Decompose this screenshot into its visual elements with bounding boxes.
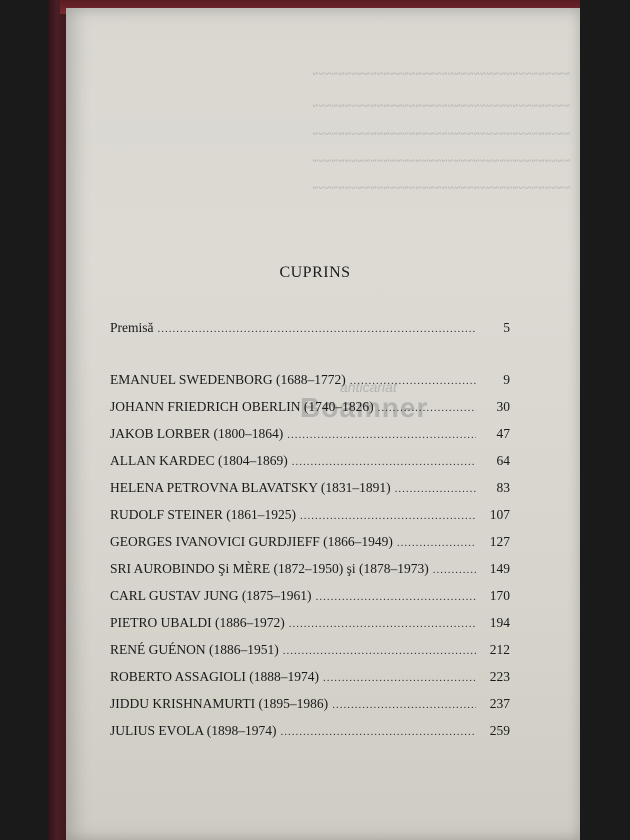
toc-entry	[110, 453, 510, 469]
toc-entry-page: 83	[496, 480, 510, 495]
toc-entry-title: PIETRO UBALDI (1886–1972)	[110, 615, 285, 630]
toc-entry	[110, 669, 510, 685]
toc-entry-page: 47	[496, 426, 510, 441]
toc-entry-title: JAKOB LORBER (1800–1864)	[110, 426, 284, 441]
toc-leader-dots	[287, 429, 476, 441]
toc-leader-dots	[281, 726, 477, 738]
toc-entry-page: 170	[489, 588, 510, 603]
toc-entry-page: 212	[489, 642, 510, 657]
toc-entry-title: HELENA PETROVNA BLAVATSKY (1831–1891)	[110, 480, 391, 495]
toc-entry	[110, 372, 510, 388]
watermark-top-text: anticariat	[340, 379, 397, 395]
toc-entry-title: JOHANN FRIEDRICH OBERLIN (1740–1826)	[110, 399, 374, 414]
toc-entry	[110, 480, 510, 496]
toc-entry	[110, 534, 510, 550]
toc-entry-title: RENÉ GUÉNON (1886–1951)	[110, 642, 279, 657]
bleed-through-text: ~~~~~~~~~~~~~~~~~~~~~~~~~~~~~~~~~~~~~~~~	[311, 100, 570, 112]
toc-entry-title: EMANUEL SWEDENBORG (1688–1772)	[110, 372, 346, 387]
toc-entry	[110, 320, 510, 336]
toc-entry	[110, 696, 510, 712]
toc-leader-dots	[292, 456, 476, 468]
bleed-through-text: ~~~~~~~~~~~~~~~~~~~~~~~~~~~~~~~~~~~~~~~~	[311, 68, 570, 80]
watermark-main-text: Boamner	[300, 392, 429, 423]
toc-leader-dots	[378, 402, 476, 414]
page-title: CUPRINS	[279, 264, 351, 281]
bleed-through-text: ~~~~~~~~~~~~~~~~~~~~~~~~~~~~~~~~~~~~~~~~	[311, 128, 570, 140]
toc-entry	[110, 507, 510, 523]
toc-leader-dots	[332, 699, 476, 711]
toc-entry	[110, 426, 510, 442]
toc-entry	[110, 615, 510, 631]
toc-leader-dots	[289, 618, 476, 630]
toc-leader-dots	[395, 483, 476, 495]
toc-entry-page: 64	[496, 453, 510, 468]
toc-entry-title: CARL GUSTAV JUNG (1875–1961)	[110, 588, 312, 603]
bleed-through-text: ~~~~~~~~~~~~~~~~~~~~~~~~~~~~~~~~~~~~~~~~	[311, 155, 570, 167]
toc-leader-dots	[316, 591, 476, 603]
toc-entry	[110, 723, 510, 739]
toc-leader-dots	[283, 645, 476, 657]
toc-entry-title: JULIUS EVOLA (1898–1974)	[110, 723, 277, 738]
toc-entry	[110, 399, 510, 415]
toc-entry-page: 5	[503, 320, 510, 335]
toc-entry-page: 127	[489, 534, 510, 549]
toc-leader-dots	[397, 537, 476, 549]
toc-entry-title: RUDOLF STEINER (1861–1925)	[110, 507, 296, 522]
toc-entry-title: ROBERTO ASSAGIOLI (1888–1974)	[110, 669, 319, 684]
toc-entry-title: ALLAN KARDEC (1804–1869)	[110, 453, 288, 468]
toc-entry	[110, 642, 510, 658]
toc-entry-title: JIDDU KRISHNAMURTI (1895–1986)	[110, 696, 329, 711]
toc-leader-dots	[158, 323, 477, 335]
toc-leader-dots	[323, 672, 476, 684]
toc-leader-dots	[300, 510, 476, 522]
toc-entry-title: Premisă	[110, 320, 154, 335]
toc-entry-page: 107	[489, 507, 510, 522]
toc-entry-page: 223	[489, 669, 510, 684]
toc-entry-page: 259	[489, 723, 510, 738]
toc-entry	[110, 561, 510, 577]
toc-leader-dots	[350, 375, 476, 387]
toc-entry-page: 149	[489, 561, 510, 576]
toc-entry-page: 194	[489, 615, 510, 630]
toc-entry-title: SRI AUROBINDO Şi MÈRE (1872–1950) şi (1878–1973)	[110, 561, 429, 576]
toc-leader-dots	[433, 564, 476, 576]
bleed-through-text: ~~~~~~~~~~~~~~~~~~~~~~~~~~~~~~~~~~~~~~~~	[311, 182, 570, 194]
toc-entry-page: 237	[489, 696, 510, 711]
toc-entry-title: GEORGES IVANOVICI GURDJIEFF (1866–1949)	[110, 534, 393, 549]
toc-entry-page: 9	[503, 372, 510, 387]
toc-entry	[110, 588, 510, 604]
toc-entry-page: 30	[496, 399, 510, 414]
